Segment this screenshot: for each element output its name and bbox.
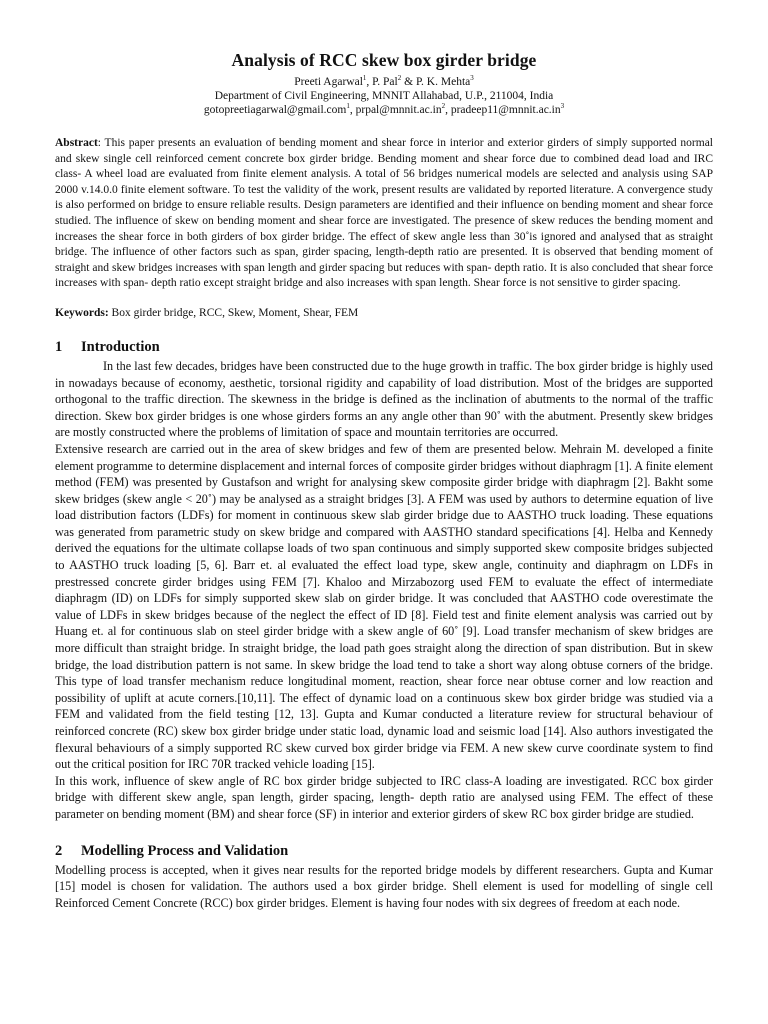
email-list (55, 103, 713, 117)
abstract (55, 136, 713, 292)
keywords-label: Keywords: (55, 306, 109, 319)
email-separator: , (349, 104, 356, 116)
paragraph: Extensive research are carried out in the area of skew bridges and few of them are presented below. Mehrain M. developed a finite element programme to determine displacement and internal forces of composite girder bridges without diaphragm [1]. A finite element method (FEM) was presented by Gustafson and wright for analysing skew composite girder bridge with diaphragm [2]. Bakht some skew bridges (skew angle < 20˚) may be analysed as a straight bridges [3]. A FEM was used by authors to determine equation of live load distribution factors (LDFs) for moment in continuous skew slab girder bridge due to AASTHO truck loading. These equations was generated from parametric study on skew bridge and compared with AASTHO standard specifications [4]. Helba and Kennedy derived the equations for the ultimate collapse loads of two span continuous and simply supported skew composite bridges subjected to AASTHO truck loading [5, 6]. Barr et. al evaluated the effect load type, skew angle, continuity and diaphragm on LDFs in prestressed concrete girder bridges using FEM [7]. Khaloo and Mirzabozorg used FEM to evaluate the effect of intermediate diaphragm (ID) on LDFs for simply supported skew slab on girder bridge. It was concluded that AASTHO code overestimate the value of LDFs in skew bridges because of the neglect the effect of ID [8]. Field test and finite element analysis was carried out by Huang et. al for continuous slab on steel girder bridge with a skew angle of 60˚ [9]. Load transfer mechanism of skew bridges are more difficult than straight bridge. In straight bridge, the load path goes straight along the direction of span distribution. But in skew bridge, the load distribution pattern is not same. In skew bridge the load tend to take a short way along obtuse corners of the bridge. This type of load transfer mechanism reduce longitudinal moment, reaction, shear force near obtuse corner and low reaction and possibility of uplift at acute corners.[10,11]. The effect of dynamic load on a continuous skew box girder bridge was studied via a FEM and validated from the field testing [12, 13]. Gupta and Kumar conducted a literature review for structural behaviour of reinforced concrete (RC) skew box girder bridge under static load, dynamic load and seismic load [14]. Also authors investigated the flexural behaviours of a simply supported RC skew curved box girder bridge via FEM. A new skew curve coordinate system to find out the critical position for IRC 70R tracked vehicle loading [15]. (55, 441, 713, 772)
author-name: Preeti Agarwal (294, 76, 363, 88)
keywords-text: Box girder bridge, RCC, Skew, Moment, Shear, FEM (108, 306, 359, 319)
paragraph: Modelling process is accepted, when it gives near results for the reported bridge models by different researchers. Gupta and Kumar [15] model is chosen for validation. The authors used a box girder bridge. Shell element is used for modelling of single cell Reinforced Cement Concrete (RCC) box girder bridges. Element is having four nodes with six degrees of freedom at each node. (55, 862, 713, 910)
author-affil-mark: 1 (362, 74, 367, 83)
email-affil-mark: 2 (441, 102, 446, 111)
author-affil-mark: 2 (397, 74, 402, 83)
email-affil-mark: 3 (560, 102, 565, 111)
author-name: P. K. Mehta (415, 76, 471, 88)
author-separator: , (366, 76, 373, 88)
email-link[interactable]: gotopreetiagarwal@gmail.com (203, 104, 347, 116)
paragraph: In the last few decades, bridges have been constructed due to the huge growth in traffic. The box girder bridge is highly used in nowadays because of economy, aesthetic, torsional rigidity and capability of load distribution. Most of the bridges are supported orthogonal to the traffic direction. The skewness in the bridge is defined as the inclination of abutments to the normal of the traffic direction. Skew box girder bridges is one whose girders forms an any angle other than 90˚ with the abutment. Presently skew bridges are mostly constructed where the problems of limitation of space and mountain territories are occurred. (55, 358, 713, 440)
keywords (55, 306, 713, 321)
abstract-text: : This paper presents an evaluation of bending moment and shear force in interior and exterior girders of simply supported normal and skew single cell reinforced cement concrete box girder bridge. Bending moment and shear force due to combined dead load and IRC class- A wheel load are evaluated from finite element analysis. A total of 56 bridges numerical models are selected and analysis using SAP 2000 v.14.0.0 finite element software. To test the validity of the work, present results are validated by reported literature. A convergence study is also performed on bridge to ensure reliable results. Design parameters are identified and their influence on bending moment and shear force studied. The influence of skew on bending moment and shear force are investigated. The presence of skew reduces the bending moment and increases the shear force in both girders of box girder bridge. The effect of skew angle less than 30˚is ignored and analysed that as straight bridge. The influence of other factors such as span, girder spacing, length-depth ratio are presented. It is observed that bending moment of straight and skew bridges increases with span length and girder spacing but reduces with span- depth ratio. It is also concluded that shear force increases with span- depth ratio except straight bridge and also increases with span length. Shear force is not sensitive to girder spacing. (55, 137, 713, 290)
email-link[interactable]: prpal@mnnit.ac.in (355, 104, 442, 116)
affiliation: Department of Civil Engineering, MNNIT Allahabad, U.P., 211004, India (214, 90, 554, 102)
paper-title: Analysis of RCC skew box girder bridge (231, 50, 537, 70)
section-body-modelling (55, 862, 713, 912)
section-number: 1 (55, 338, 63, 355)
paragraph: In this work, influence of skew angle of RC box girder bridge subjected to IRC class-A loading are investigated. RCC box girder bridge with different skew angle, span length, girder spacing, length- depth ratio are analysed using FEM. The effect of these parameter on bending moment (BM) and shear force (SF) in interior and exterior girders of skew RC box girder bridge are studied. (55, 773, 713, 821)
author-affil-mark: 3 (470, 74, 474, 83)
author-separator: & (401, 76, 416, 88)
author-list (55, 75, 713, 89)
email-separator: , (445, 104, 451, 116)
email-link[interactable]: pradeep11@mnnit.ac.in (450, 104, 561, 116)
abstract-label: Abstract (55, 137, 98, 149)
section-title: Modelling Process and Validation (81, 842, 289, 859)
author-name: P. Pal (372, 76, 398, 88)
section-heading-introduction (55, 339, 713, 356)
section-body-introduction (55, 358, 713, 823)
section-heading-modelling (55, 843, 713, 860)
section-title: Introduction (81, 338, 160, 355)
section-number: 2 (55, 842, 63, 859)
email-affil-mark: 1 (346, 102, 350, 111)
